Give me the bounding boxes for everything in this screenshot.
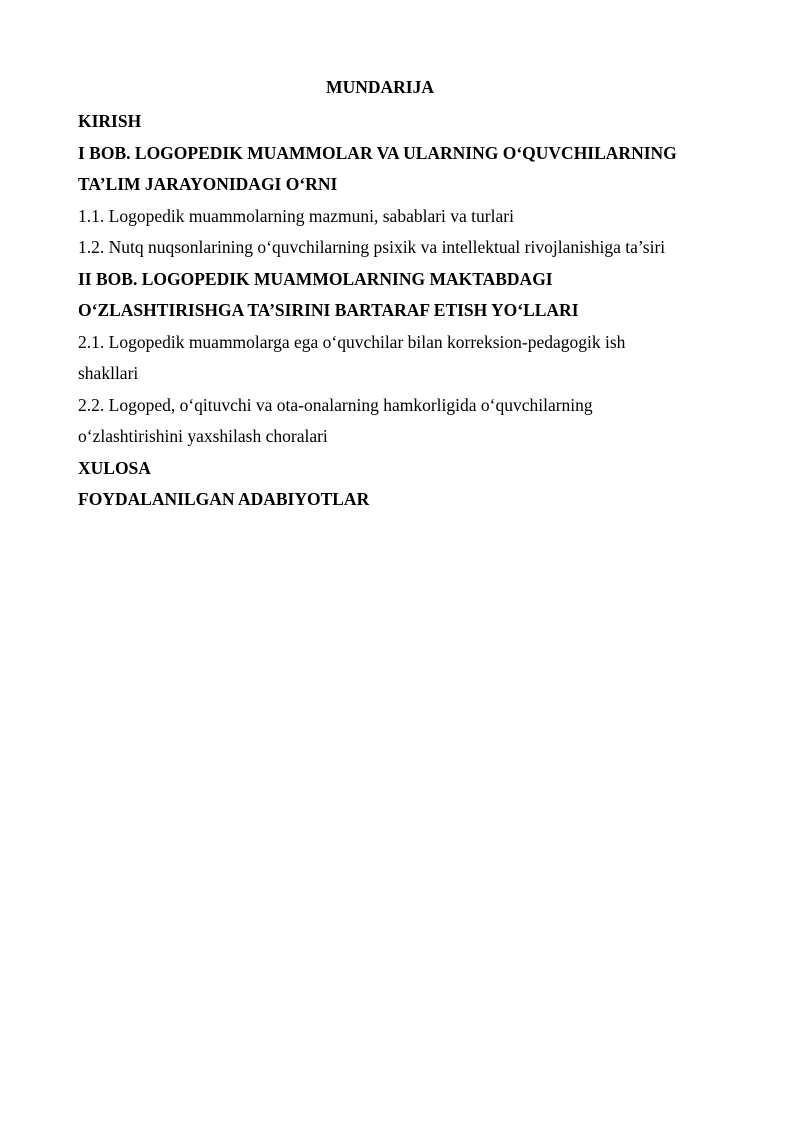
toc-entry-section-1-2: 1.2. Nutq nuqsonlarining o‘quvchilarning psixik va intellektual rivojlanishiga ta’siri — [78, 237, 666, 257]
toc-entry-chapter-1-line-1: I BOB. LOGOPEDIK MUAMMOLAR VA ULARNING O‘QUVCHILARNING — [78, 142, 677, 163]
toc-entry-section-2-1-line-2: shakllari — [78, 363, 139, 383]
toc-entry-section-1-1: 1.1. Logopedik muammolarning mazmuni, sabablari va turlari — [78, 205, 514, 226]
toc-entry-chapter-2-line-2: O‘ZLASHTIRISHGA TA’SIRINI BARTARAF ETISH YO‘LLARI — [78, 300, 579, 320]
toc-entry-section-2-2-line-2: o‘zlashtirishini yaxshilash choralari — [78, 426, 328, 446]
toc-entry-chapter-1-line-2: TA’LIM JARAYONIDAGI O‘RNI — [78, 174, 338, 194]
toc-entry-section-2-1-line-1: 2.1. Logopedik muammolarga ega o‘quvchilar bilan korreksion-pedagogik ish — [78, 331, 626, 352]
toc-entry-conclusion: XULOSA — [78, 457, 151, 478]
table-of-contents — [78, 74, 738, 516]
page-title: MUNDARIJA — [326, 77, 434, 97]
toc-entry-introduction: KIRISH — [78, 111, 142, 131]
toc-entry-section-2-2-line-1: 2.2. Logoped, o‘qituvchi va ota-onalarning hamkorligida o‘quvchilarning — [78, 394, 593, 415]
toc-entry-chapter-2-line-1: II BOB. LOGOPEDIK MUAMMOLARNING MAKTABDAGI — [78, 268, 553, 289]
toc-entry-references: FOYDALANILGAN ADABIYOTLAR — [78, 489, 370, 509]
